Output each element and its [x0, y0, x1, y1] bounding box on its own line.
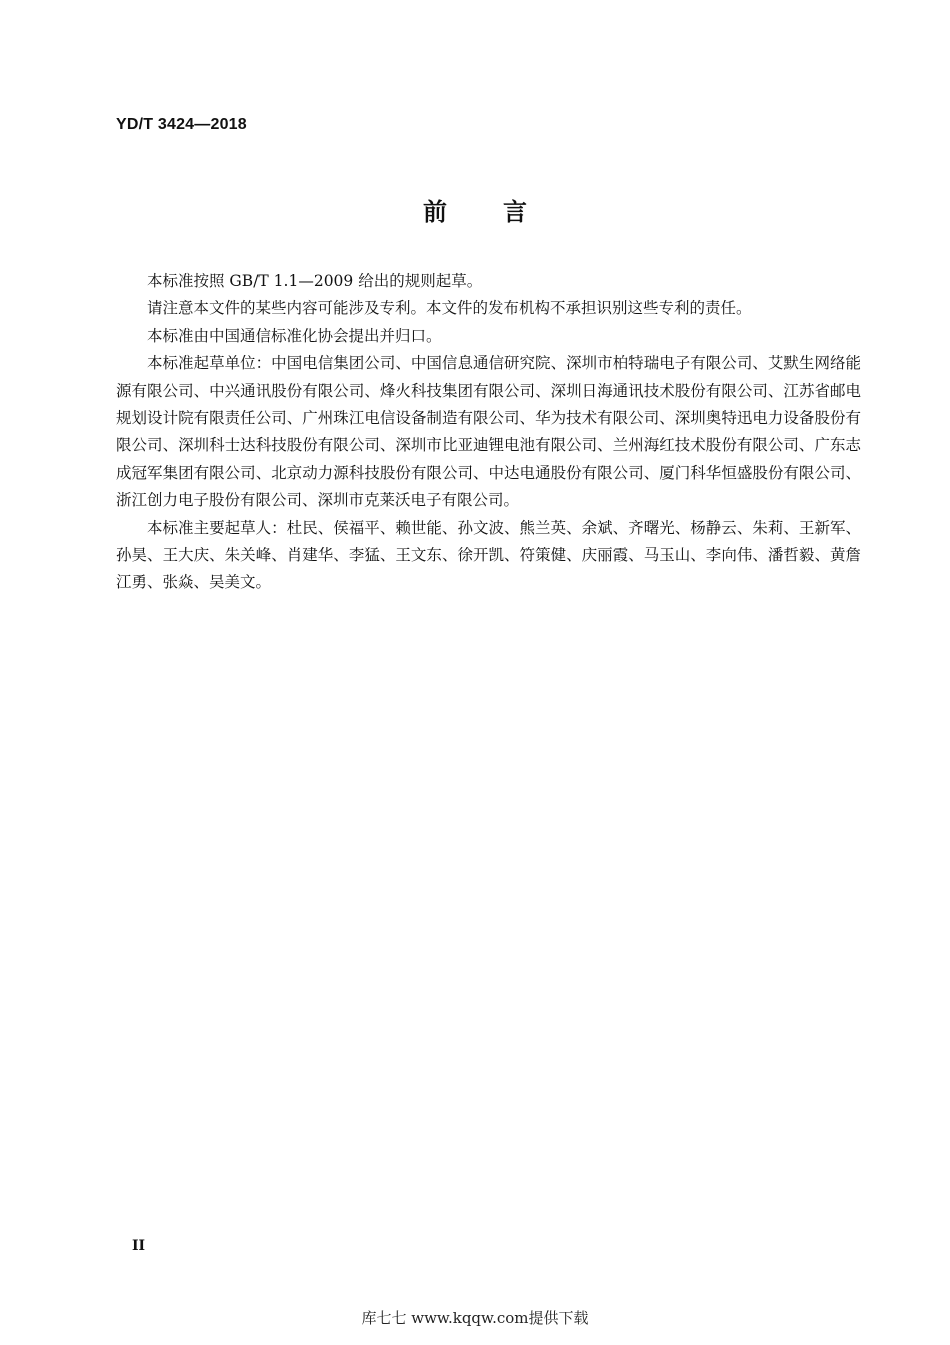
title-char-1: 前: [423, 198, 447, 226]
foreword-body: [116, 268, 861, 597]
title-char-2: 言: [503, 198, 527, 226]
page-title: [0, 192, 950, 227]
paragraph-drafting-units: 本标准起草单位：中国电信集团公司、中国信息通信研究院、深圳市柏特瑞电子有限公司、艾默生网络能源有限公司、中兴通讯股份有限公司、烽火科技集团有限公司、深圳日海通讯技术股份有限公司、江苏省邮电规划设计院有限责任公司、广州珠江电信设备制造有限公司、华为技术有限公司、深圳奥特迅电力设备股份有限公司、深圳科士达科技股份有限公司、深圳市比亚迪锂电池有限公司、兰州海红技术股份有限公司、广东志成冠军集团有限公司、北京动力源科技股份有限公司、中达电通股份有限公司、厦门科华恒盛股份有限公司、浙江创力电子股份有限公司、深圳市克莱沃电子有限公司。: [116, 354, 861, 510]
document-code: YD/T 3424—2018: [116, 116, 247, 133]
paragraph-proposer: 本标准由中国通信标准化协会提出并归口。: [147, 326, 442, 345]
download-source-footer: 库七七 www.kqqw.com提供下载: [361, 1309, 589, 1327]
paragraph-patent-notice: 请注意本文件的某些内容可能涉及专利。本文件的发布机构不承担识别这些专利的责任。: [147, 299, 752, 318]
page-number: II: [132, 1238, 146, 1254]
paragraph-drafting-rules: 本标准按照 GB/T 1.1—2009 给出的规则起草。: [147, 272, 483, 290]
paragraph-drafters: 本标准主要起草人：杜民、侯福平、赖世能、孙文波、熊兰英、余斌、齐曙光、杨静云、朱莉、王新军、孙昊、王大庆、朱关峰、肖建华、李猛、王文东、徐开凯、符策健、庆丽霞、马玉山、李向伟、潘哲毅、黄詹江勇、张焱、吴美文。: [116, 518, 861, 592]
